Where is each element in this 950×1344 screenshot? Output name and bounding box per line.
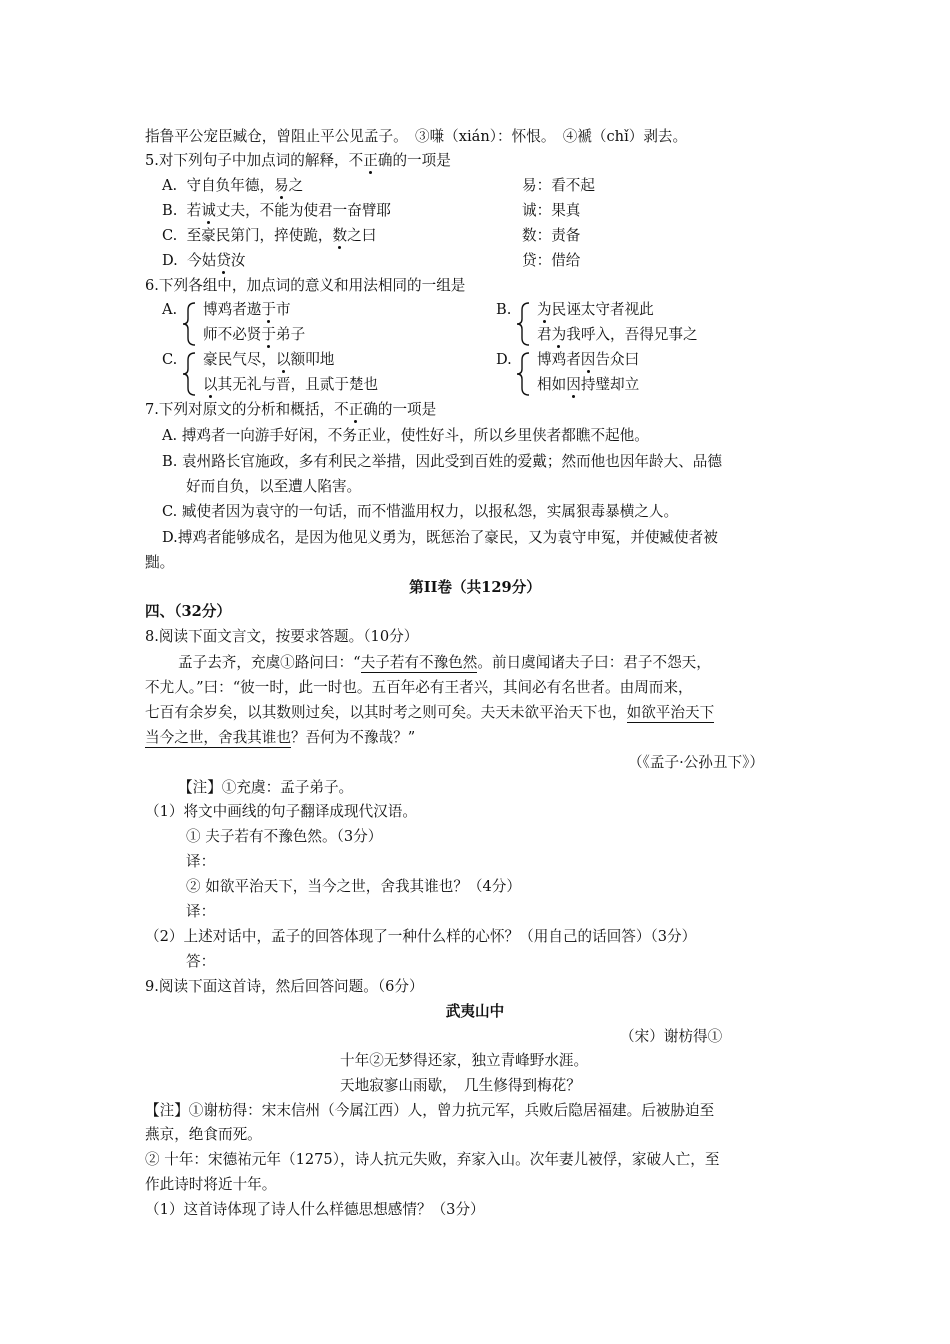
q6-stem: 6.下列各组中，加点词的意义和用法相同的一组是 [145, 277, 466, 294]
q5-a-dotted-word: 易 [274, 177, 289, 194]
q6-label-d: D. [496, 351, 512, 368]
q7-option-a: A. 搏鸡者一向游手好闲，不务正业，使性好斗，所以乡里侠者都瞧不起他。 [162, 427, 649, 444]
top-note-line: 指鲁平公宠臣臧仓，曾阻止平公见孟子。 ③嗛（xián）：怀恨。 ④褫（chǐ）剥去。 [145, 128, 688, 145]
q6-d-line1: 博鸡者因告众曰 [537, 351, 640, 368]
q5-option-b-gloss: 诚：果真 [522, 202, 581, 219]
brace-icon [516, 352, 530, 396]
q8-passage-line2: 不尤人。”曰：“彼一时，此一时也。五百年必有王者兴，其间必有名世者。由周而来， [145, 679, 693, 696]
poem-author: （宋）谢枋得① [620, 1028, 723, 1045]
q5-option-c-gloss: 数：责备 [522, 227, 581, 244]
brace-icon [182, 352, 196, 396]
q5-option-d: D. 今姑贷汝 [162, 252, 246, 269]
q5-d-dotted-word: 贷 [216, 252, 231, 269]
part-heading: 四、（32分） [145, 603, 231, 620]
q6-c-line2: 以其无礼与晋，且贰于楚也 [203, 376, 379, 393]
q8-passage-line4: 当今之世，舍我其谁也？吾何为不豫哉？” [145, 729, 416, 746]
q6-b-line2: 君为我呼入，吾得兄事之 [537, 326, 698, 343]
q9-note1-line1: 【注】①谢枋得：宋末信州（今属江西）人，曾力抗元军，兵败后隐居福建。后被胁迫至 [145, 1102, 715, 1119]
q9-sub1: （1）这首诗体现了诗人什么样德思想感情？（3分） [145, 1201, 485, 1218]
q8-sub1-ii: ② 如欲平治天下，当今之世，舍我其谁也？（4分） [186, 878, 521, 895]
q7-option-c: C. 臧使者因为袁守的一句话，而不惜滥用权力，以报私怨，实属狠毒暴横之人。 [162, 503, 679, 520]
q8-note: 【注】①充虞：孟子弟子。 [178, 779, 354, 796]
q8-passage-line3: 七百有余岁矣，以其数则过矣，以其时考之则可矣。夫天未欲平治天下也，如欲平治天下 [145, 704, 715, 721]
q6-d-line2: 相如因持璧却立 [537, 376, 640, 393]
q5-option-c: C. 至豪民第门，捽使跪，数之曰 [162, 227, 377, 244]
q5-stem: 5.对下列句子中加点词的解释，不正确的一项是 [145, 152, 451, 169]
q6-a-line2: 师不必贤于弟子 [203, 326, 306, 343]
q7-option-d-line1: D.搏鸡者能够成名，是因为他见义勇为，既惩治了豪民，又为袁守申冤，并使臧使者被 [162, 529, 718, 546]
q9-note2-line1: ② 十年：宋德祐元年（1275），诗人抗元失败，弃家入山。次年妻儿被俘，家破人亡，至 [145, 1151, 720, 1168]
q7-option-d-line2: 黜。 [145, 554, 175, 571]
q5-option-d-gloss: 贷：借给 [522, 252, 581, 269]
q8-answer-label: 答： [186, 953, 216, 970]
q6-label-b: B. [496, 301, 512, 318]
q5-stem-emph: 不正确 [348, 152, 393, 169]
underlined-sentence: 夫子若有不豫色然 [360, 654, 478, 671]
q5-option-a-gloss: 易：看不起 [522, 177, 595, 194]
q8-translate-label: 译： [186, 853, 216, 870]
q8-translate-label: 译： [186, 903, 216, 920]
q8-passage-line1: 孟子去齐，充虞①路问曰：“夫子若有不豫色然。前日虞闻诸夫子曰：君子不怨天， [178, 654, 711, 671]
poem-title: 武夷山中 [445, 1003, 505, 1020]
q6-a-line1: 博鸡者遨于市 [203, 301, 291, 318]
q6-b-line1: 为民诬太守者视此 [537, 301, 654, 318]
q5-option-a: A. 守自负年德，易之 [162, 177, 304, 194]
q7-option-b-line1: B. 袁州路长官施政，多有利民之举措，因此受到百姓的爱戴；然而他也因年龄大、品德 [162, 453, 722, 470]
q8-sub1: （1）将文中画线的句子翻译成现代汉语。 [145, 803, 417, 820]
q5-b-dotted-word: 诚 [201, 202, 216, 219]
q7-stem: 7.下列对原文的分析和概括，不正确的一项是 [145, 401, 437, 418]
q8-stem: 8.阅读下面文言文，按要求答题。（10分） [145, 628, 419, 645]
poem-line: 天地寂寥山雨歇， 几生修得到梅花？ [340, 1077, 581, 1094]
q9-note2-line2: 作此诗时将近十年。 [145, 1176, 277, 1193]
brace-icon [182, 302, 196, 346]
underlined-sentence: 如欲平治天下 [626, 704, 715, 721]
underlined-sentence: 当今之世，舍我其谁也 [145, 729, 291, 746]
q8-source: （《孟子·公孙丑下》） [628, 754, 764, 771]
section-title: 第II卷（共129分） [409, 579, 541, 596]
q8-sub1-i: ① 夫子若有不豫色然。（3分） [186, 828, 383, 845]
q6-label-c: C. [162, 351, 178, 368]
q6-c-line1: 豪民气尽，以额叩地 [203, 351, 335, 368]
q8-sub2: （2）上述对话中，孟子的回答体现了一种什么样的心怀？（用自己的话回答）（3分） [145, 928, 697, 945]
q6-label-a: A. [162, 301, 178, 318]
q5-c-dotted-word: 数 [332, 227, 348, 244]
q7-option-b-line2: 好而自负，以至遭人陷害。 [186, 478, 362, 495]
brace-icon [516, 302, 530, 346]
q9-stem: 9.阅读下面这首诗，然后回答问题。（6分） [145, 978, 424, 995]
q5-option-b: B. 若诚丈夫，不能为使君一奋臂耶 [162, 202, 392, 219]
q9-note1-line2: 燕京，绝食而死。 [145, 1126, 262, 1143]
poem-line: 十年②无梦得还家，独立青峰野水涯。 [340, 1052, 589, 1069]
